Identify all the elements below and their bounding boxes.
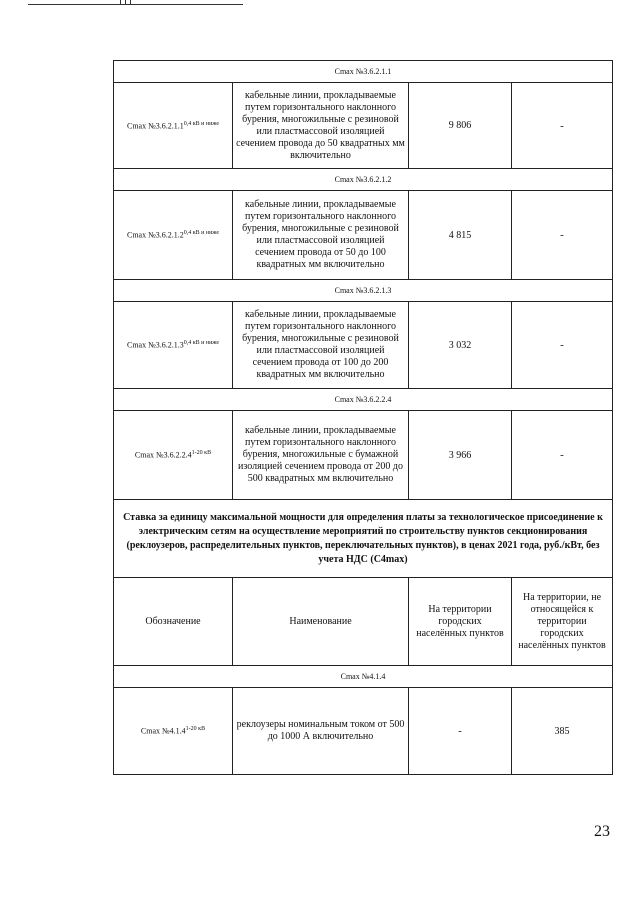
- section-header: Cmax №3.6.2.2.4: [114, 389, 613, 411]
- section-header: Cmax №4.1.4: [114, 666, 613, 688]
- row-value-urban: 4 815: [409, 191, 512, 280]
- column-header-rural: На территории, не относящейся к территории городских населённых пунктов: [512, 578, 613, 666]
- top-edge-mark: [28, 0, 243, 6]
- column-header-row: [114, 578, 613, 666]
- row-value-urban: 3 966: [409, 411, 512, 500]
- row-code: Cmax $№3.6.2.1.1^{0,4 кВ и ниже}$: [114, 83, 233, 169]
- row-code: Cmax $№4.1.4^{1-20 кВ}$: [114, 688, 233, 775]
- section-header-row: [114, 389, 613, 411]
- row-description: кабельные линии, прокладываемые путем горизонтального наклонного бурения, многожильные с бумажной изоляцией сечением провода от 200 до 500 квадратных мм включительно: [233, 411, 409, 500]
- column-header-urban: На территории городских населённых пунктов: [409, 578, 512, 666]
- row-description: кабельные линии, прокладываемые путем горизонтального наклонного бурения, многожильные с резиновой или пластмассовой изоляцией сечением провода от 100 до 200 квадратных мм включительно: [233, 302, 409, 389]
- row-description: кабельные линии, прокладываемые путем горизонтального наклонного бурения, многожильные с резиновой или пластмассовой изоляцией сечением провода до 50 квадратных мм включительно: [233, 83, 409, 169]
- page-number: 23: [594, 823, 610, 840]
- table-row: [114, 411, 613, 500]
- column-header-name: Наименование: [233, 578, 409, 666]
- section-header-row: [114, 169, 613, 191]
- section-header: Cmax №3.6.2.1.3: [114, 280, 613, 302]
- section-header-row: [114, 666, 613, 688]
- section-header: Cmax №3.6.2.1.1: [114, 61, 613, 83]
- row-value-rural: -: [512, 411, 613, 500]
- section-title: Ставка за единицу максимальной мощности для определения платы за технологическое присоединение к электрическим сетям на осуществление мероприятий по строительству пунктов секционирования (реклоузеров, распределительных пунктов, переключательных пунктов), в ценах 2021 года, руб./кВт, без учета НДС (C4max): [114, 500, 613, 578]
- row-value-urban: 3 032: [409, 302, 512, 389]
- table-row: [114, 83, 613, 169]
- column-header-designation: Обозначение: [114, 578, 233, 666]
- row-value-urban: -: [409, 688, 512, 775]
- table-row: [114, 688, 613, 775]
- table-row: [114, 302, 613, 389]
- section-title-row: [114, 500, 613, 578]
- row-value-rural: -: [512, 83, 613, 169]
- tariff-table: [113, 60, 613, 775]
- section-header-row: [114, 280, 613, 302]
- row-description: реклоузеры номинальным током от 500 до 1000 А включительно: [233, 688, 409, 775]
- row-code: Cmax $№3.6.2.1.2^{0,4 кВ и ниже}$: [114, 191, 233, 280]
- row-value-urban: 9 806: [409, 83, 512, 169]
- row-value-rural: -: [512, 191, 613, 280]
- section-header-row: [114, 61, 613, 83]
- table-row: [114, 191, 613, 280]
- row-code: Cmax $№3.6.2.1.3^{0,4 кВ и ниже}$: [114, 302, 233, 389]
- row-value-rural: -: [512, 302, 613, 389]
- row-code: Cmax $№3.6.2.2.4^{1-20 кВ}$: [114, 411, 233, 500]
- row-description: кабельные линии, прокладываемые путем горизонтального наклонного бурения, многожильные с резиновой или пластмассовой изоляцией сечением провода от 50 до 100 квадратных мм включительно: [233, 191, 409, 280]
- section-header: Cmax №3.6.2.1.2: [114, 169, 613, 191]
- row-value-rural: 385: [512, 688, 613, 775]
